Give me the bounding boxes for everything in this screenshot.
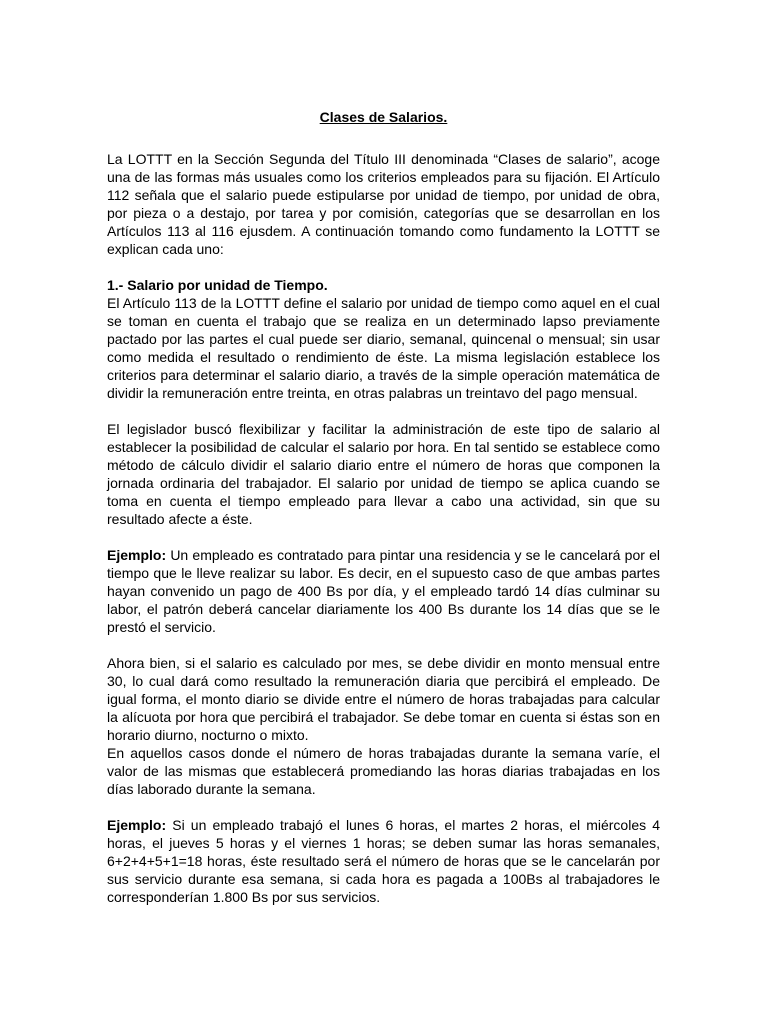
example-text: Un empleado es contratado para pintar una residencia y se le cancelará por el tiempo que le lleve realizar su labor. Es decir, en el supuesto caso de que ambas partes hayan convenido un pago de 400 Bs por día, y el empleado tardó 14 días culminar su labor, el patrón deberá cancelar diariamente los 400 Bs durante los 14 días que se le prestó el servicio. <box>107 547 660 635</box>
intro-paragraph: La LOTTT en la Sección Segunda del Título III denominada “Clases de salario”, acoge una de las formas más usuales como los criterios empleados para su fijación. El Artículo 112 señala que el salario puede estipularse por unidad de tiempo, por unidad de obra, por pieza o a destajo, por tarea y por comisión, categorías que se desarrollan en los Artículos 113 al 116 ejusdem. A continuación tomando como fundamento la LOTTT se explican cada uno: <box>107 151 660 257</box>
section-paragraph-2: El legislador buscó flexibilizar y facilitar la administración de este tipo de salario al establecer la posibilidad de calcular el salario por hora. En tal sentido se establece como método de cálculo dividir el salario diario entre el número de horas que componen la jornada ordinaria del trabajador. El salario por unidad de tiempo se aplica cuando se toma en cuenta el tiempo empleado para llevar a cabo una actividad, sin que su resultado afecte a éste. <box>107 421 660 527</box>
example-text: Si un empleado trabajó el lunes 6 horas, el martes 2 horas, el miércoles 4 horas, el jueves 5 horas y el viernes 1 horas; se deben sumar las horas semanales, 6+2+4+5+1=18 horas, éste resultado será el número de horas que se le cancelarán por sus servicio durante esa semana, si cada hora es pagada a 100Bs al trabajadores le corresponderían 1.800 Bs por sus servicios. <box>107 817 660 905</box>
section-paragraph-3: Ahora bien, si el salario es calculado por mes, se debe dividir en monto mensual entre 30, lo cual dará como resultado la remuneración diaria que percibirá el empleado. De igual forma, el monto diario se divide entre el número de horas trabajadas para calcular la alícuota por hora que percibirá el trabajador. Se debe tomar en cuenta si éstas son en horario diurno, nocturno o mixto. <box>107 655 660 743</box>
example-label: Ejemplo: <box>107 547 167 563</box>
section-heading-salario-tiempo: 1.- Salario por unidad de Tiempo. <box>107 277 328 293</box>
example-label: Ejemplo: <box>107 817 167 833</box>
document-title: Clases de Salarios. <box>319 109 448 125</box>
section-paragraph-1: El Artículo 113 de la LOTTT define el salario por unidad de tiempo como aquel en el cual se toman en cuenta el trabajo que se realiza en un determinado lapso previamente pactado por las partes el cual puede ser diario, semanal, quincenal o mensual; sin usar como medida el resultado o rendimiento de éste. La misma legislación establece los criterios para determinar el salario diario, a través de la simple operación matemática de dividir la remuneración entre treinta, en otras palabras un treintavo del pago mensual. <box>107 295 660 401</box>
example-paragraph-1 <box>107 546 660 636</box>
section-paragraph-4: En aquellos casos donde el número de horas trabajadas durante la semana varíe, el valor de las mismas que establecerá promediando las horas diarias trabajadas en los días laborado durante la semana. <box>107 745 660 797</box>
document-page <box>107 108 660 924</box>
example-paragraph-2 <box>107 816 660 906</box>
